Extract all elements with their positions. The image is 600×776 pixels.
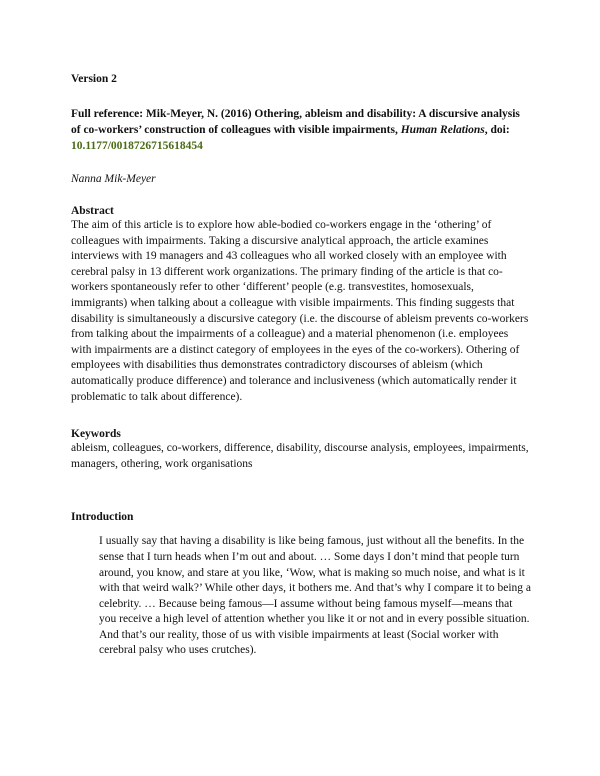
abstract-heading: Abstract xyxy=(71,205,114,217)
doi-label: , doi: xyxy=(484,124,510,136)
journal-name: Human Relations xyxy=(400,124,485,136)
version-label: Version 2 xyxy=(71,73,117,85)
author-name: Nanna Mik-Meyer xyxy=(71,173,156,185)
full-reference xyxy=(71,106,531,154)
block-quote: I usually say that having a disability is like being famous, just without all the benefits. In the sense that I turn heads when I’m out and about. … Some days I don’t mind that people turn around, you know, and stare at you like, ‘Wow, what is making so much noise, and what is it with that weird walk?’ While other days, it bothers me. And that’s why I compare it to being a celebrity. … Because being famous—I assume without being famous myself—means that you receive a high level of attention whether you like it or not and in every possible situation. And that’s our reality, those of us with visible impairments at least (Social worker with cerebral palsy who uses crutches). xyxy=(99,535,531,657)
abstract-text: The aim of this article is to explore how able-bodied co-workers engage in the ‘othering’ of colleagues with impairments. Taking a discursive analytical approach, the article examines interviews with 19 managers and 43 colleagues who all worked closely with an employee with cerebral palsy in 13 different work organizations. The primary finding of the article is that co-workers spontaneously refer to other ‘different’ people (e.g. transvestites, homosexuals, immigrants) when talking about a colleague with visible impairments. This finding suggests that disability is simultaneously a discursive category (i.e. the discourse of ableism prevents co-workers from talking about the impairments of a colleague) and a material phenomenon (i.e. employees with impairments are a distinct category of employees in the eyes of the co-workers). Othering of employees with disabilities thus demonstrates contradictory discourses of ableism (which automatically produce difference) and tolerance and inclusiveness (which automatically render it problematic to talk about difference). xyxy=(71,219,529,403)
keywords-heading: Keywords xyxy=(71,428,121,441)
introduction-heading: Introduction xyxy=(71,511,134,524)
doi-link[interactable]: 10.1177/0018726715618454 xyxy=(71,140,203,152)
keywords-text: ableism, colleagues, co-workers, difference, disability, discourse analysis, employees, impairments, managers, othering, work organisations xyxy=(71,442,529,470)
reference-text: Full reference: Mik-Meyer, N. (2016) Othering, ableism and disability: A discursive analysis of co-workers’ construction of colleagues with visible impairments, xyxy=(71,108,520,136)
